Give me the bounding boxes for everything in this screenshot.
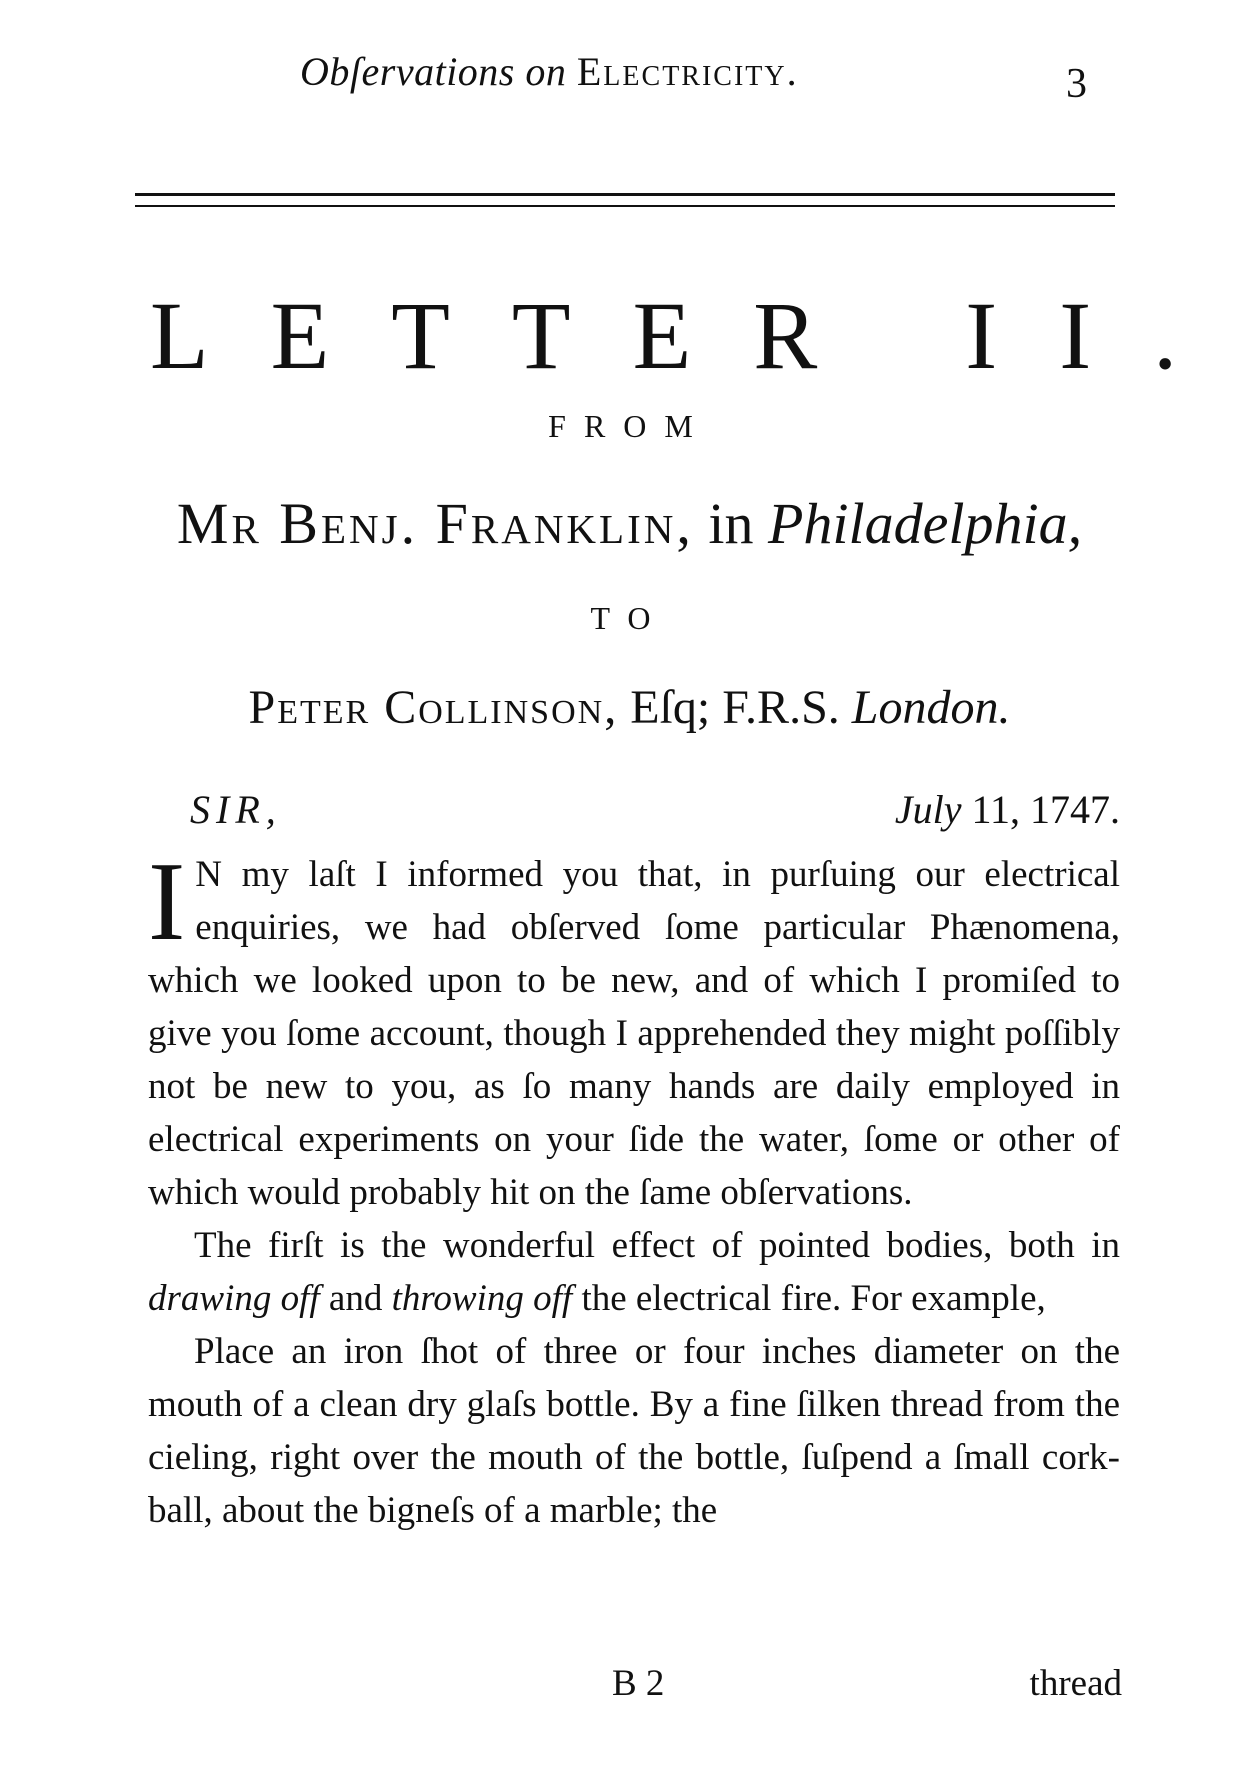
recipient-name: Peter Collinson, — [248, 681, 619, 734]
recipient-title: Eſq; F.R.S. — [630, 681, 840, 734]
running-head-title-italic: Obſervations on — [300, 49, 567, 94]
catchword: thread — [1029, 1663, 1122, 1704]
from-label: FROM — [548, 408, 711, 444]
page-number: 3 — [1066, 61, 1087, 107]
paragraph-2-italic-1: drawing off — [148, 1278, 320, 1319]
sender-place: Philadelphia, — [767, 491, 1083, 556]
date-month: July — [894, 787, 962, 832]
first-word-rest: N — [195, 854, 223, 895]
header-rule-thin — [135, 205, 1115, 207]
paragraph-1 — [148, 840, 1120, 1219]
running-head-title-caps: Electricity. — [576, 49, 799, 94]
recipient-place: London. — [851, 681, 1011, 734]
sender-in: in — [708, 491, 754, 556]
to-label: TO — [590, 600, 669, 636]
paragraph-2 — [148, 1219, 1120, 1325]
signature-mark: B 2 — [612, 1663, 665, 1704]
paragraph-2-italic-2: throwing off — [391, 1278, 573, 1319]
drop-cap: I — [148, 840, 186, 964]
letter-date — [830, 786, 1120, 833]
running-head — [300, 48, 799, 95]
header-rule-thick — [135, 193, 1115, 196]
salutation: SIR, — [190, 787, 282, 832]
letter-body — [148, 840, 1120, 1537]
date-rest: 11, 1747. — [971, 787, 1120, 832]
paragraph-2-a: The firſt is the wonderful effect of pointed bodies, both in — [194, 1225, 1120, 1266]
sender-name: Mr Benj. Franklin, — [176, 491, 694, 556]
paragraph-3-text: Place an iron ſhot of three or four inches diameter on the mouth of a clean dry glaſs bottle. By a fine ſilken thread from the cieling, right over the mouth of the bottle, ſuſpend a ſmall cork-ball, about the bigneſs of a marble; the — [148, 1331, 1120, 1531]
paragraph-2-b: and — [319, 1278, 392, 1319]
sender-line — [0, 490, 1259, 557]
paragraph-2-c: the electrical fire. For example, — [572, 1278, 1046, 1319]
paragraph-1-text: my laſt I informed you that, in purſuing our electrical enquiries, we had obſerved ſome particular Phænomena, which we looked upon to be new, and of which I promiſed to give you ſome account, though I apprehended they might poſſibly not be new to you, as ſo many hands are daily employed in electrical experiments on your ſide the water, ſome or other of which would probably hit on the ſame obſervations. — [148, 854, 1120, 1213]
letter-title: LETTER II. — [150, 282, 1240, 389]
paragraph-3 — [148, 1325, 1120, 1537]
recipient-line — [0, 680, 1259, 735]
